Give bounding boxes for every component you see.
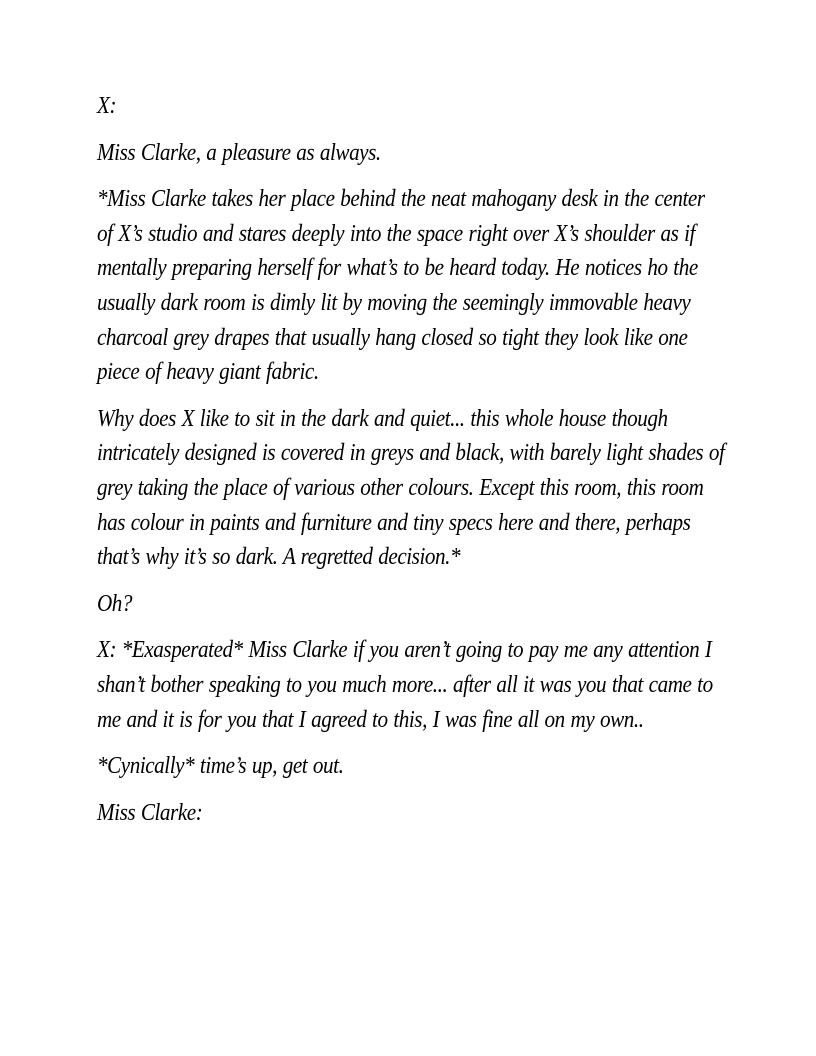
paragraph: X: (97, 93, 117, 119)
paragraph: Miss Clarke, a pleasure as always. (97, 139, 381, 166)
paragraph: Oh? (97, 590, 133, 617)
paragraph: *Miss Clarke takes her place behind the neat mahogany desk in the center of X’s studio and stares deeply into the space right over X’s shoulder as if mentally preparing herself for what’s to be heard today. He notices ho the usually dark room is dimly lit by moving the seemingly immovable heavy charcoal grey drapes that usually hang closed so tight they look like one piece of heavy giant fabric. (97, 186, 705, 386)
paragraph: *Cynically* time’s up, get out. (97, 753, 344, 780)
paragraph: Miss Clarke: (97, 799, 203, 826)
document-body (97, 89, 725, 830)
paragraph: X: *Exasperated* Miss Clarke if you aren’t going to pay me any attention I shan’t bother speaking to you much more... after all it was you that came to me and it is for you that I agreed to this, I was fine all on my own.. (97, 637, 713, 733)
paragraph: Why does X like to sit in the dark and quiet... this whole house though intricately designed is covered in greys and black, with barely light shades of grey taking the place of various other colours. Except this room, this room has colour in paints and furniture and tiny specs here and there, perhaps that’s why it’s so dark. A regretted decision.* (97, 405, 725, 571)
